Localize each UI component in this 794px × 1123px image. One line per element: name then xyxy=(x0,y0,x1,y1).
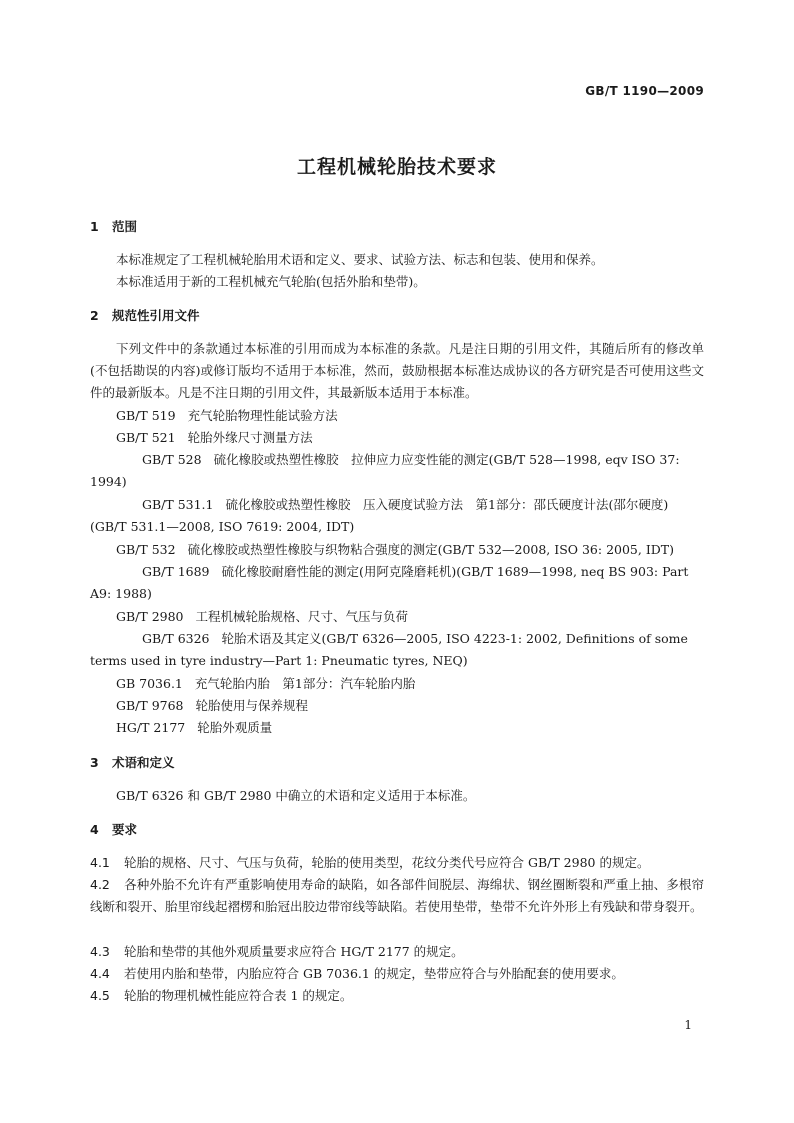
reference-code: GB/T 6326 xyxy=(142,631,210,646)
reference-title: 轮胎外缘尺寸测量方法 xyxy=(187,430,313,445)
clause-4-5 xyxy=(90,985,704,1007)
clause-4-2 xyxy=(90,874,704,918)
section-title: 要求 xyxy=(112,822,138,837)
paragraph: 本标准适用于新的工程机械充气轮胎(包括外胎和垫带)。 xyxy=(116,274,426,289)
section-title: 规范性引用文件 xyxy=(112,308,200,323)
reference-item xyxy=(90,717,730,739)
section-title: 范围 xyxy=(112,219,138,234)
reference-title: 硫化橡胶或热塑性橡胶 压入硬度试验方法 第1部分：邵氏硬度计法(邵尔硬度)(GB/T 531.1—2008, ISO 7619: 2004, IDT) xyxy=(90,497,669,534)
reference-code: GB 7036.1 xyxy=(116,676,183,691)
clause-text: 轮胎和垫带的其他外观质量要求应符合 HG/T 2177 的规定。 xyxy=(124,944,464,959)
section-number: 2 xyxy=(90,308,99,323)
reference-title: 轮胎外观质量 xyxy=(197,720,273,735)
section-number: 3 xyxy=(90,755,99,770)
reference-item xyxy=(90,695,730,717)
section-heading-terms xyxy=(90,752,704,774)
section-number: 4 xyxy=(90,822,99,837)
reference-item xyxy=(90,628,704,672)
clause-text: 轮胎的规格、尺寸、气压与负荷，轮胎的使用类型，花纹分类代号应符合 GB/T 2980 的规定。 xyxy=(124,855,650,870)
reference-code: GB/T 9768 xyxy=(116,698,184,713)
reference-title: 硫化橡胶耐磨性能的测定(用阿克隆磨耗机)(GB/T 1689—1998, neq BS 903: Part A9: 1988) xyxy=(90,564,689,601)
section-heading-requirements xyxy=(90,819,704,841)
reference-title: 硫化橡胶或热塑性橡胶 拉伸应力应变性能的测定(GB/T 528—1998, eqv ISO 37: 1994) xyxy=(90,452,680,489)
clause-number: 4.2 xyxy=(90,877,110,892)
reference-title: 工程机械轮胎规格、尺寸、气压与负荷 xyxy=(195,609,409,624)
reference-item xyxy=(90,405,730,427)
reference-title: 充气轮胎物理性能试验方法 xyxy=(187,408,338,423)
reference-code: GB/T 532 xyxy=(116,542,176,557)
clause-text: 各种外胎不允许有严重影响使用寿命的缺陷，如各部件间脱层、海绵状、钢丝圈断裂和严重上抽、多根帘线断和裂开、胎里帘线起褶楞和胎冠出胶边带帘线等缺陷。若使用垫带，垫带不允许外形上有残缺和带身裂开。 xyxy=(90,877,704,914)
clause-number: 4.1 xyxy=(90,855,110,870)
clause-text: 若使用内胎和垫带，内胎应符合 GB 7036.1 的规定，垫带应符合与外胎配套的使用要求。 xyxy=(124,966,624,981)
reference-title: 硫化橡胶或热塑性橡胶与织物粘合强度的测定(GB/T 532—2008, ISO 36: 2005, IDT) xyxy=(187,542,674,557)
reference-code: GB/T 519 xyxy=(116,408,176,423)
section-heading-scope xyxy=(90,216,704,238)
reference-code: GB/T 521 xyxy=(116,430,176,445)
section-title: 术语和定义 xyxy=(112,755,175,770)
reference-code: GB/T 528 xyxy=(142,452,202,467)
standard-number: GB/T 1190—2009 xyxy=(585,84,704,98)
reference-code: GB/T 2980 xyxy=(116,609,184,624)
reference-title: 轮胎术语及其定义(GB/T 6326—2005, ISO 4223-1: 2002, Definitions of some terms used in tyre industry—Part 1: Pneumatic tyres, NEQ) xyxy=(90,631,688,668)
reference-title: 轮胎使用与保养规程 xyxy=(195,698,309,713)
paragraph: GB/T 6326 和 GB/T 2980 中确立的术语和定义适用于本标准。 xyxy=(116,788,476,803)
clause-4-1 xyxy=(90,852,704,874)
page-number: 1 xyxy=(684,1018,692,1032)
reference-code: HG/T 2177 xyxy=(116,720,186,735)
clause-4-4 xyxy=(90,963,704,985)
reference-code: GB/T 1689 xyxy=(142,564,210,579)
reference-item xyxy=(90,673,730,695)
reference-item xyxy=(90,494,704,538)
clause-text: 轮胎的物理机械性能应符合表 1 的规定。 xyxy=(124,988,353,1003)
section-number: 1 xyxy=(90,219,99,234)
reference-item xyxy=(90,539,730,561)
clause-number: 4.5 xyxy=(90,988,110,1003)
reference-code: GB/T 531.1 xyxy=(142,497,214,512)
paragraph: 下列文件中的条款通过本标准的引用而成为本标准的条款。凡是注日期的引用文件，其随后所有的修改单(不包括勘误的内容)或修订版均不适用于本标准，然而，鼓励根据本标准达成协议的各方研究是否可使用这些文件的最新版本。凡是不注日期的引用文件，其最新版本适用于本标准。 xyxy=(90,341,704,400)
clause-4-3 xyxy=(90,941,704,963)
clause-number: 4.4 xyxy=(90,966,110,981)
reference-item xyxy=(90,449,704,493)
reference-item xyxy=(90,561,704,605)
document-title: 工程机械轮胎技术要求 xyxy=(296,156,497,178)
reference-item xyxy=(90,427,730,449)
paragraph: 本标准规定了工程机械轮胎用术语和定义、要求、试验方法、标志和包装、使用和保养。 xyxy=(116,252,604,267)
reference-item xyxy=(90,606,730,628)
reference-title: 充气轮胎内胎 第1部分：汽车轮胎内胎 xyxy=(194,676,416,691)
clause-number: 4.3 xyxy=(90,944,110,959)
section-heading-normative-references xyxy=(90,305,704,327)
